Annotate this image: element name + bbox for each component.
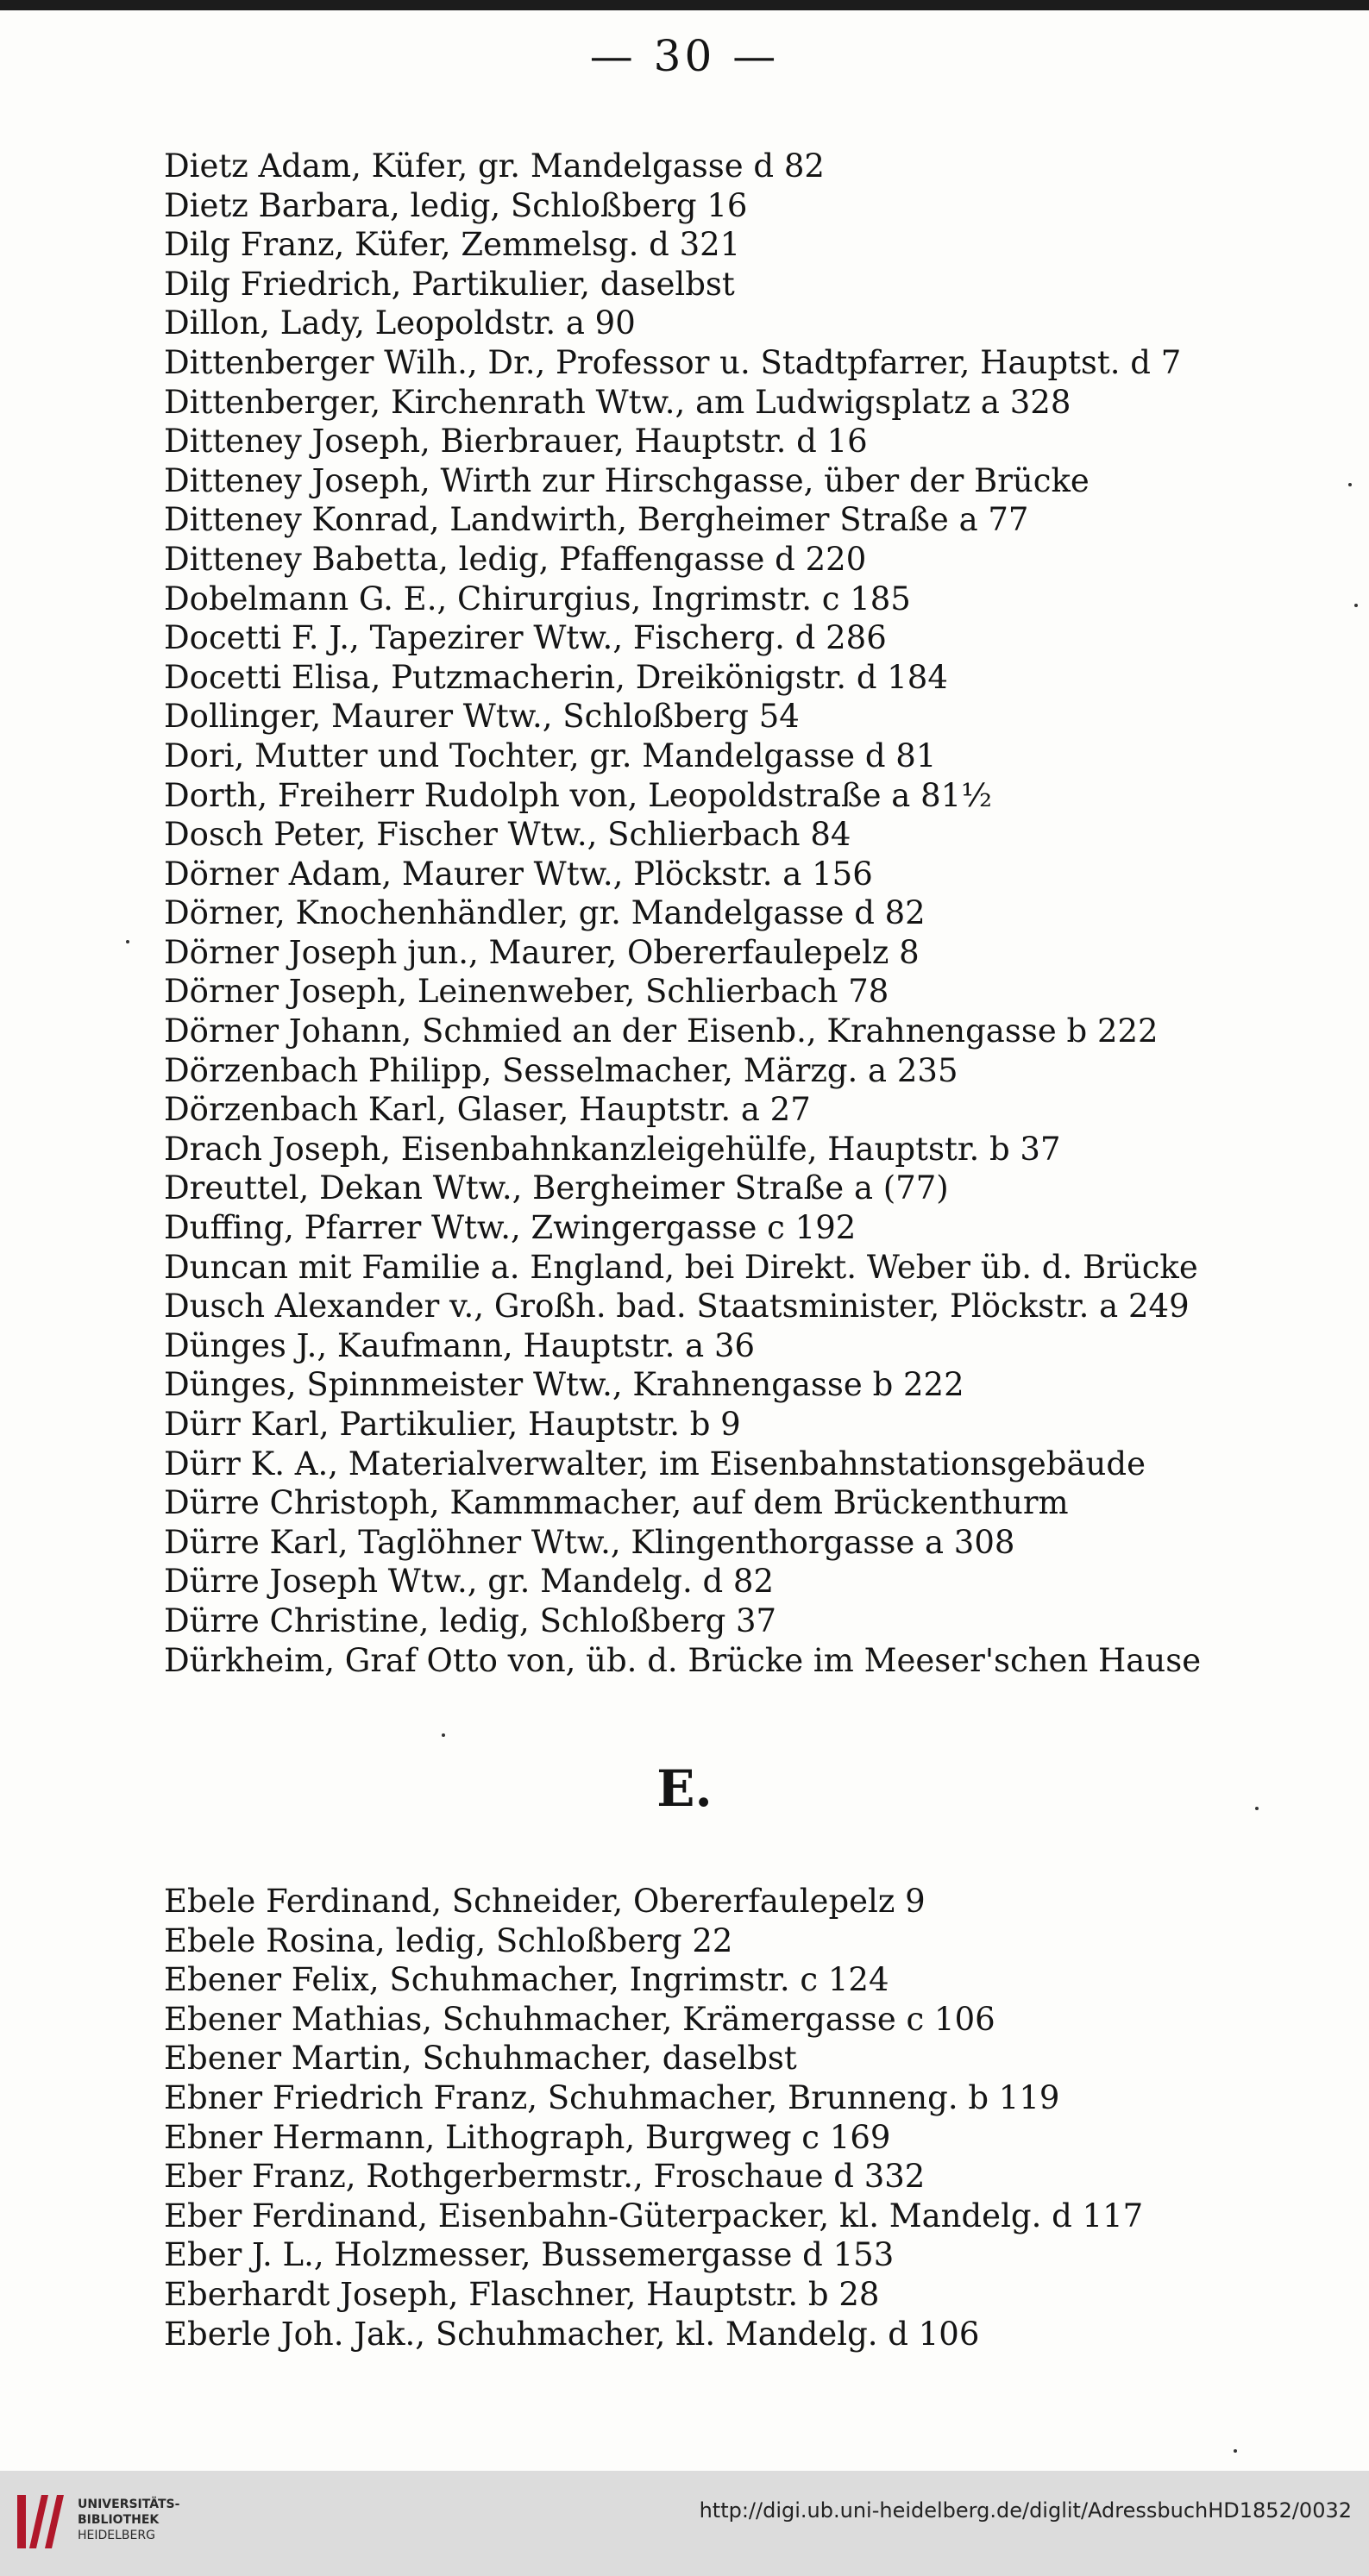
section-heading-e: E.: [656, 1759, 713, 1818]
directory-entry: Dürkheim, Graf Otto von, üb. d. Brücke im Meeser'schen Hause: [164, 1641, 1202, 1679]
directory-entry: Duncan mit Familie a. England, bei Direkt. Weber üb. d. Brücke: [164, 1248, 1198, 1286]
scan-speck: [126, 940, 129, 943]
directory-entry: Dietz Adam, Küfer, gr. Mandelgasse d 82: [164, 147, 825, 185]
directory-entry: Eber Franz, Rothgerbermstr., Froschaue d 332: [164, 2158, 926, 2196]
directory-entry: Ebener Felix, Schuhmacher, Ingrimstr. c 124: [164, 1961, 889, 1999]
footer-bar: [0, 2471, 1369, 2576]
scan-speck: [1348, 483, 1352, 486]
page-number: — 30 —: [589, 31, 780, 81]
directory-entry: Dori, Mutter und Tochter, gr. Mandelgasse d 81: [164, 736, 937, 774]
directory-entry: Dobelmann G. E., Chirurgius, Ingrimstr. c 185: [164, 580, 911, 617]
directory-section-d: [164, 147, 1311, 1680]
directory-entry: Ebner Friedrich Franz, Schuhmacher, Brunneng. b 119: [164, 2078, 1060, 2116]
scan-speck: [442, 1733, 445, 1737]
directory-entry: Ebner Hermann, Lithograph, Burgweg c 169: [164, 2118, 891, 2156]
directory-entry: Eber Ferdinand, Eisenbahn-Güterpacker, kl. Mandelg. d 117: [164, 2197, 1144, 2234]
directory-entry: Duffing, Pfarrer Wtw., Zwingergasse c 192: [164, 1209, 857, 1247]
institution-name: [78, 2497, 179, 2543]
scan-speck: [1354, 604, 1358, 607]
directory-entry: Ebele Ferdinand, Schneider, Obererfaulepelz 9: [164, 1883, 926, 1920]
directory-entry: Dürre Christine, ledig, Schloßberg 37: [164, 1601, 777, 1639]
directory-entry: Ditteney Babetta, ledig, Pfaffengasse d 220: [164, 540, 867, 578]
scan-speck: [1255, 1807, 1259, 1810]
institution-line: UNIVERSITÄTS-: [78, 2498, 180, 2511]
directory-entry: Dörner Adam, Maurer Wtw., Plöckstr. a 156: [164, 855, 873, 893]
library-logo-icon: [16, 2491, 71, 2552]
directory-entry: Dorth, Freiherr Rudolph von, Leopoldstraße a 81½: [164, 776, 993, 814]
directory-entry: Drach Joseph, Eisenbahnkanzleigehülfe, Hauptstr. b 37: [164, 1130, 1061, 1168]
directory-entry: Dusch Alexander v., Großh. bad. Staatsminister, Plöckstr. a 249: [164, 1288, 1190, 1326]
directory-entry: Dietz Barbara, ledig, Schloßberg 16: [164, 186, 748, 224]
directory-entry: Ebener Martin, Schuhmacher, daselbst: [164, 2040, 797, 2078]
directory-entry: Eberle Joh. Jak., Schuhmacher, kl. Mandelg. d 106: [164, 2315, 980, 2353]
directory-entry: Dünges, Spinnmeister Wtw., Krahnengasse b 222: [164, 1366, 964, 1404]
directory-entry: Dürre Karl, Taglöhner Wtw., Klingenthorgasse a 308: [164, 1523, 1015, 1561]
directory-section-e: [164, 1882, 1311, 2353]
directory-entry: Dörzenbach Philipp, Sesselmacher, Märzg. a 235: [164, 1051, 958, 1089]
directory-entry: Dürr K. A., Materialverwalter, im Eisenbahnstationsgebäude: [164, 1445, 1146, 1482]
directory-entry: Dreuttel, Dekan Wtw., Bergheimer Straße a (77): [164, 1169, 949, 1207]
directory-entry: Dittenberger Wilh., Dr., Professor u. Stadtpfarrer, Hauptst. d 7: [164, 343, 1182, 381]
directory-entry: Ditteney Joseph, Wirth zur Hirschgasse, über der Brücke: [164, 461, 1090, 499]
institution-line: BIBLIOTHEK: [78, 2513, 160, 2527]
directory-entry: Dörzenbach Karl, Glaser, Hauptstr. a 27: [164, 1091, 811, 1129]
directory-entry: Ditteney Joseph, Bierbrauer, Hauptstr. d 16: [164, 423, 868, 461]
directory-entry: Dörner, Knochenhändler, gr. Mandelgasse d 82: [164, 894, 926, 932]
directory-entry: Ebener Mathias, Schuhmacher, Krämergasse c 106: [164, 2000, 995, 2038]
directory-entry: Dürre Christoph, Kammmacher, auf dem Brückenthurm: [164, 1484, 1069, 1522]
source-url-link[interactable]: http://digi.ub.uni-heidelberg.de/diglit/AdressbuchHD1852/0032: [699, 2498, 1352, 2523]
directory-entry: Dollinger, Maurer Wtw., Schloßberg 54: [164, 698, 800, 736]
page-top-border: [0, 0, 1369, 10]
directory-entry: Dürr Karl, Partikulier, Hauptstr. b 9: [164, 1406, 741, 1443]
directory-entry: Dörner Johann, Schmied an der Eisenb., Krahnengasse b 222: [164, 1012, 1159, 1050]
directory-entry: Docetti Elisa, Putzmacherin, Dreikönigstr. d 184: [164, 658, 948, 696]
directory-entry: Dörner Joseph, Leinenweber, Schlierbach 78: [164, 973, 889, 1011]
directory-entry: Dillon, Lady, Leopoldstr. a 90: [164, 304, 636, 342]
scan-speck: [1234, 2449, 1237, 2453]
directory-entry: Dürre Joseph Wtw., gr. Mandelg. d 82: [164, 1563, 775, 1601]
directory-entry: Dilg Friedrich, Partikulier, daselbst: [164, 265, 735, 303]
directory-entry: Dörner Joseph jun., Maurer, Obererfaulepelz 8: [164, 933, 920, 971]
institution-line: HEIDELBERG: [78, 2529, 155, 2542]
directory-entry: Dittenberger, Kirchenrath Wtw., am Ludwigsplatz a 328: [164, 383, 1071, 421]
directory-entry: Dosch Peter, Fischer Wtw., Schlierbach 84: [164, 816, 851, 854]
directory-entry: Dünges J., Kaufmann, Hauptstr. a 36: [164, 1326, 756, 1364]
directory-entry: Ditteney Konrad, Landwirth, Bergheimer Straße a 77: [164, 501, 1029, 539]
directory-entry: Ebele Rosina, ledig, Schloßberg 22: [164, 1921, 733, 1959]
directory-entry: Dilg Franz, Küfer, Zemmelsg. d 321: [164, 226, 741, 264]
directory-entry: Eber J. L., Holzmesser, Bussemergasse d 153: [164, 2236, 895, 2274]
directory-entry: Eberhardt Joseph, Flaschner, Hauptstr. b 28: [164, 2275, 880, 2313]
directory-entry: Docetti F. J., Tapezirer Wtw., Fischerg. d 286: [164, 619, 887, 657]
